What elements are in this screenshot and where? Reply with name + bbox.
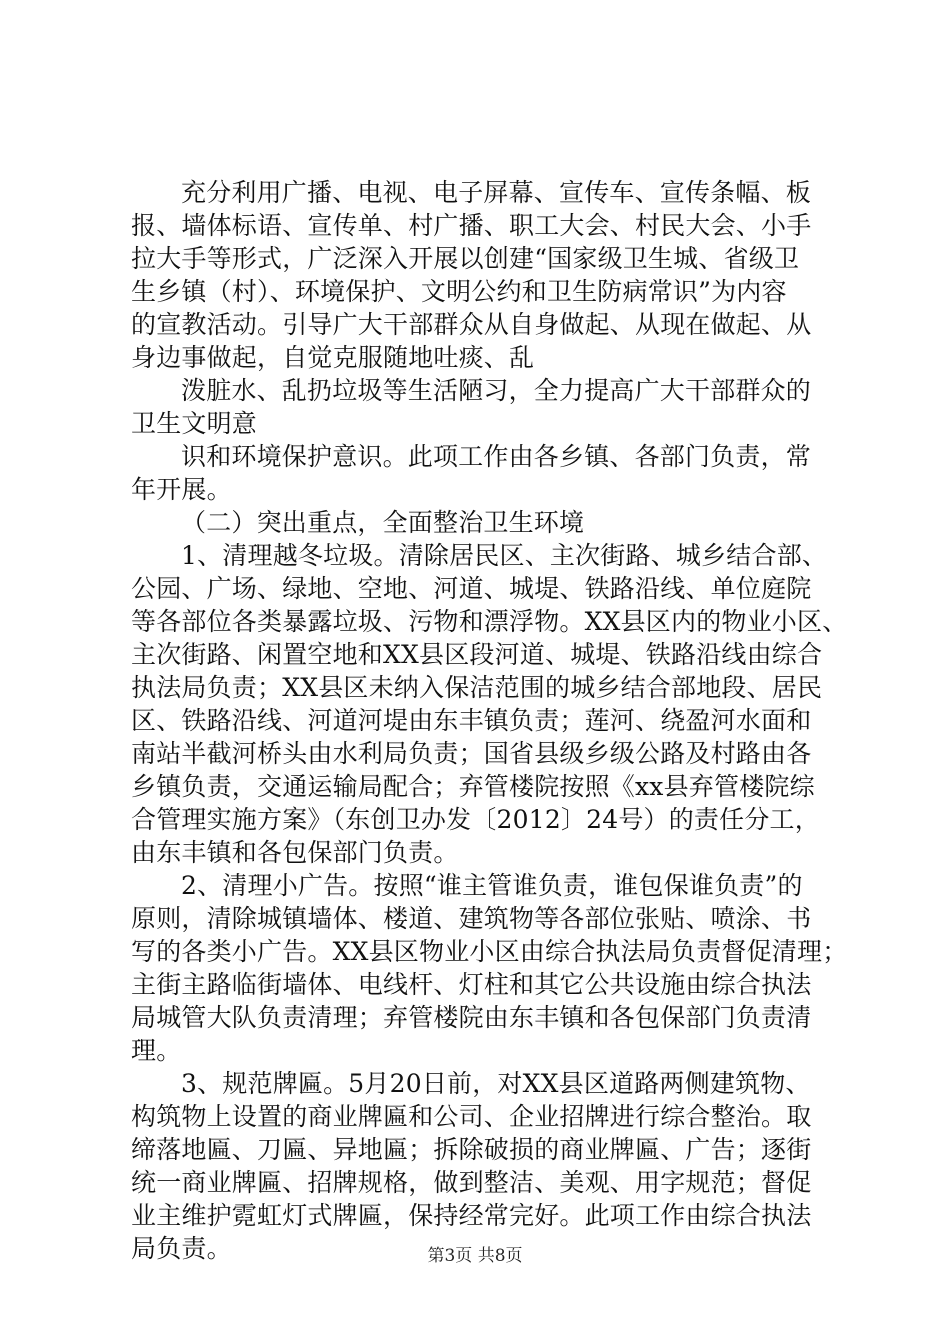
text-line: 乡镇负责，交通运输局配合；弃管楼院按照《xx县弃管楼院综 bbox=[131, 772, 815, 801]
text-line: 区、铁路沿线、河道河堤由东丰镇负责；莲河、绕盈河水面和 bbox=[131, 706, 812, 735]
text-line: 生乡镇（村）、环境保护、文明公约和卫生防病常识”为内容 bbox=[131, 277, 787, 306]
text-line: 的宣教活动。引导广大干部群众从自身做起、从现在做起、从 bbox=[131, 310, 812, 339]
paragraph-habits bbox=[131, 374, 841, 440]
text-line: 报、墙体标语、宣传单、村广播、职工大会、村民大会、小手 bbox=[131, 211, 812, 240]
text-line: 年开展。 bbox=[131, 475, 232, 504]
text-line: 执法局负责；XX县区未纳入保洁范围的城乡结合部地段、居民 bbox=[131, 673, 823, 702]
text-line: 局城管大队负责清理；弃管楼院由东丰镇和各包保部门负责清 bbox=[131, 1003, 812, 1032]
text-line: 业主维护霓虹灯式牌匾，保持经常完好。此项工作由综合执法 bbox=[131, 1201, 812, 1230]
page-number-footer: 第3页 共8页 bbox=[427, 1246, 523, 1266]
text-line: 公园、广场、绿地、空地、河道、城堤、铁路沿线、单位庭院 bbox=[131, 574, 812, 603]
text-line: 由东丰镇和各包保部门负责。 bbox=[131, 838, 459, 867]
text-line: 2、清理小广告。按照“谁主管谁负责，谁包保谁负责”的 bbox=[181, 871, 803, 900]
paragraph-signboards bbox=[131, 1067, 841, 1265]
text-line: 泼脏水、乱扔垃圾等生活陋习，全力提高广大干部群众的 bbox=[181, 376, 812, 405]
text-line: 识和环境保护意识。此项工作由各乡镇、各部门负责，常 bbox=[181, 442, 812, 471]
text-line: 原则，清除城镇墙体、楼道、建筑物等各部位张贴、喷涂、书 bbox=[131, 904, 812, 933]
section-heading-text: （二）突出重点，全面整治卫生环境 bbox=[181, 508, 585, 537]
text-line: 1、清理越冬垃圾。清除居民区、主次街路、城乡结合部、 bbox=[181, 541, 828, 570]
text-line: 等各部位各类暴露垃圾、污物和漂浮物。XX县区内的物业小区、 bbox=[131, 607, 848, 636]
paragraph-winter-garbage bbox=[131, 539, 848, 869]
text-line: 南站半截河桥头由水利局负责；国省县级乡级公路及村路由各 bbox=[131, 739, 812, 768]
paragraph-publicity bbox=[131, 176, 841, 374]
text-line: 理。 bbox=[131, 1036, 182, 1065]
text-line: 合管理实施方案》（东创卫办发〔2012〕24号）的责任分工， bbox=[131, 805, 820, 834]
text-line: 身边事做起，自觉克服随地吐痰、乱 bbox=[131, 343, 535, 372]
text-line: 缔落地匾、刀匾、异地匾；拆除破损的商业牌匾、广告；逐街 bbox=[131, 1135, 812, 1164]
text-line: 局负责。 bbox=[131, 1234, 232, 1263]
text-line: 3、规范牌匾。5月20日前，对XX县区道路两侧建筑物、 bbox=[181, 1069, 811, 1098]
text-line: 拉大手等形式，广泛深入开展以创建“国家级卫生城、省级卫 bbox=[131, 244, 800, 273]
text-line: 统一商业牌匾、招牌规格，做到整洁、美观、用字规范；督促 bbox=[131, 1168, 812, 1197]
paragraph-small-ads bbox=[131, 869, 848, 1067]
document-body bbox=[131, 176, 848, 1265]
text-line: 写的各类小广告。XX县区物业小区由综合执法局负责督促清理； bbox=[131, 937, 848, 966]
text-line: 卫生文明意 bbox=[131, 409, 258, 438]
text-line: 主次街路、闲置空地和XX县区段河道、城堤、铁路沿线由综合 bbox=[131, 640, 823, 669]
paragraph-awareness bbox=[131, 440, 841, 506]
section-heading bbox=[131, 506, 841, 539]
text-line: 构筑物上设置的商业牌匾和公司、企业招牌进行综合整治。取 bbox=[131, 1102, 812, 1131]
text-line: 充分利用广播、电视、电子屏幕、宣传车、宣传条幅、板 bbox=[181, 178, 812, 207]
text-line: 主街主路临街墙体、电线杆、灯柱和其它公共设施由综合执法 bbox=[131, 970, 812, 999]
